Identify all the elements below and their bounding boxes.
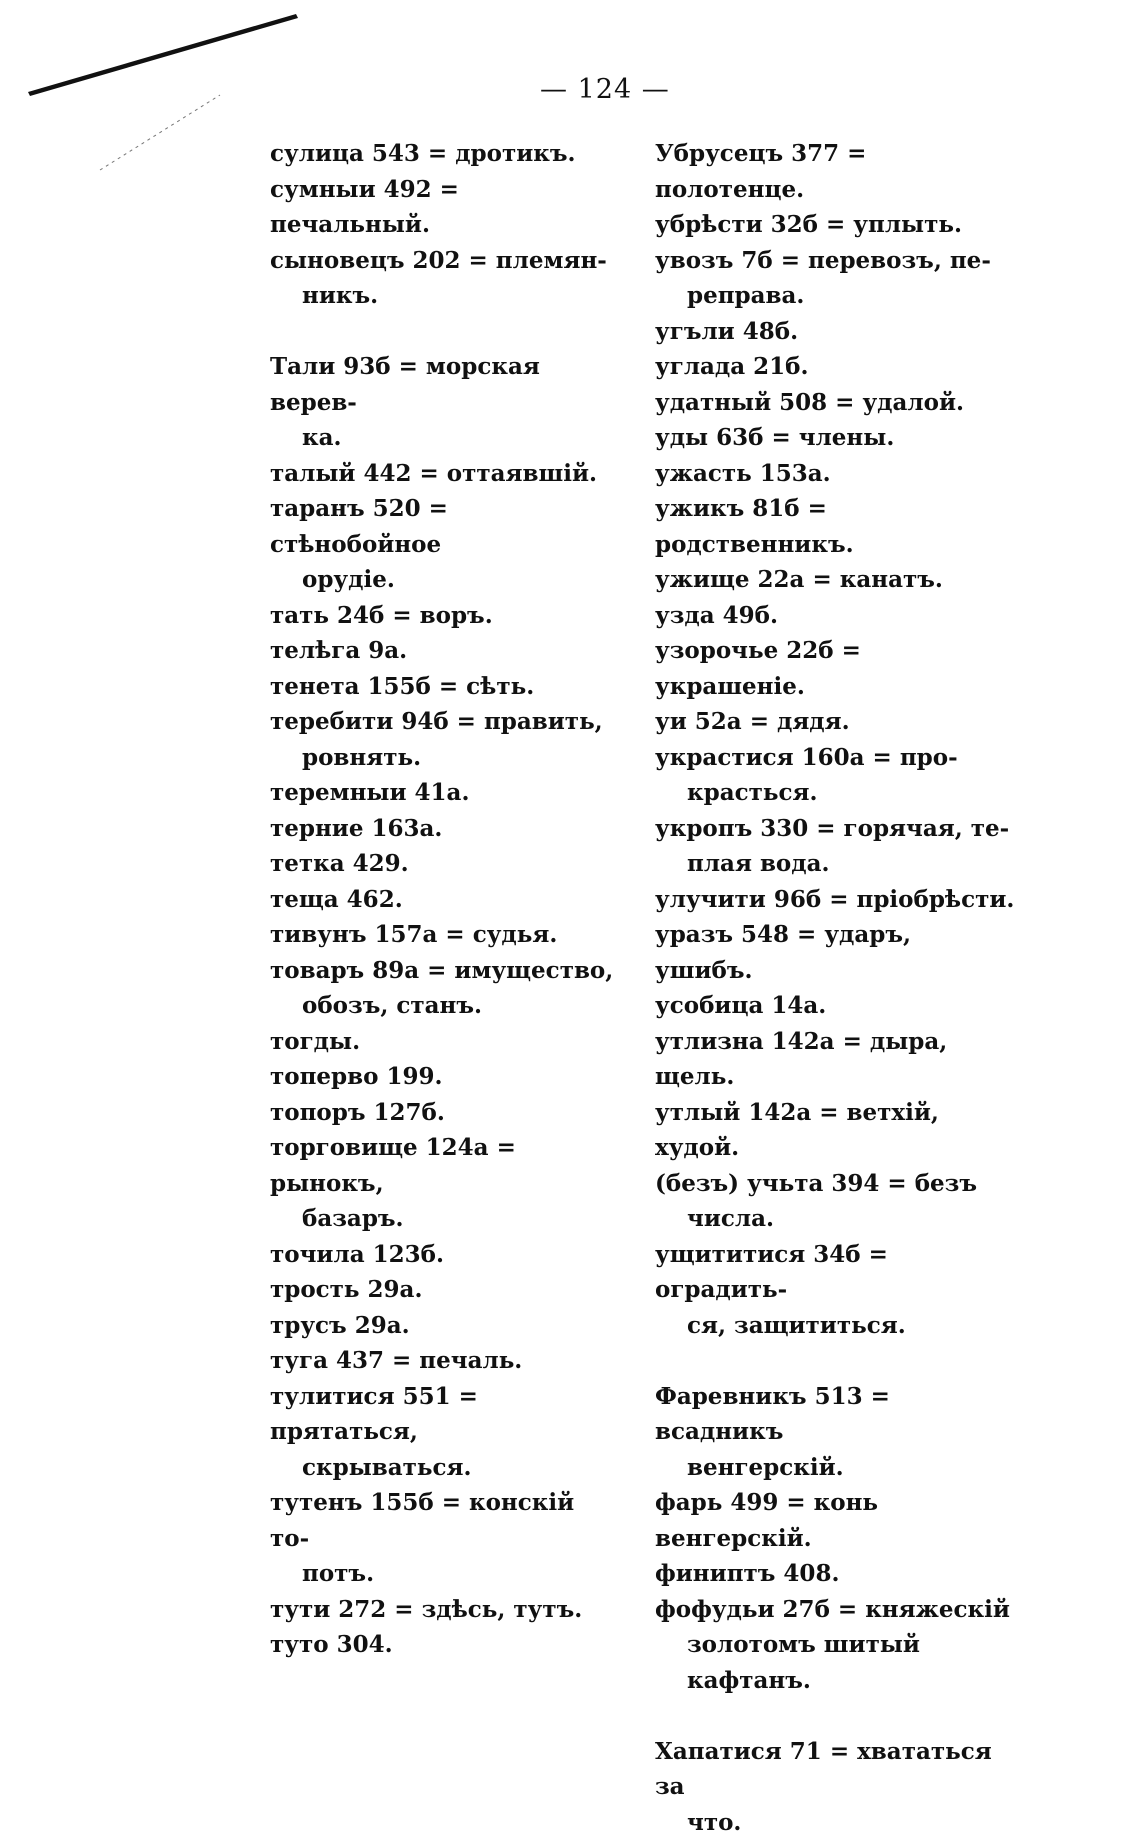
entry-line: фарь 499 = конь венгерскій. — [655, 1489, 878, 1552]
entry-line: фофудьи 27б = княжескій — [655, 1596, 1010, 1623]
glossary-entry — [270, 1272, 620, 1308]
glossary-entry — [270, 633, 620, 669]
entry-line: узорочье 22б = украшеніе. — [655, 637, 861, 700]
page-number: — 124 — — [540, 74, 780, 105]
glossary-entry — [655, 1485, 1015, 1556]
glossary-entry — [655, 704, 1015, 740]
entry-line: тенета 155б = сѣть. — [270, 673, 534, 700]
glossary-entry — [270, 775, 620, 811]
glossary-entry — [655, 314, 1015, 350]
entry-line: тетка 429. — [270, 850, 409, 877]
glossary-entry — [270, 846, 620, 882]
glossary-entry — [270, 1485, 620, 1592]
glossary-entry — [655, 1734, 1015, 1840]
entry-line: теребити 94б = править, — [270, 708, 603, 735]
entry-line: теремныи 41а. — [270, 779, 469, 806]
entry-line: утлый 142а = ветхій, худой. — [655, 1099, 939, 1162]
left-column — [270, 136, 620, 1663]
entry-line: Фаревникъ 513 = всадникъ — [655, 1383, 890, 1446]
entry-continuation: ся, защититься. — [655, 1308, 1015, 1344]
entry-line: финиптъ 408. — [655, 1560, 839, 1587]
glossary-entry — [270, 811, 620, 847]
glossary-entry — [655, 988, 1015, 1024]
entry-continuation: никъ. — [270, 278, 620, 314]
glossary-entry — [270, 1237, 620, 1273]
entry-continuation: орудіе. — [270, 562, 620, 598]
glossary-entry — [270, 491, 620, 598]
glossary-entry — [655, 1379, 1015, 1486]
entry-continuation: венгерскій. — [655, 1450, 1015, 1486]
entry-line: (безъ) учьта 394 = безъ — [655, 1170, 977, 1197]
entry-line: углада 21б. — [655, 353, 809, 380]
entry-continuation: числа. — [655, 1201, 1015, 1237]
glossary-entry — [270, 1095, 620, 1131]
glossary-entry — [655, 1237, 1015, 1344]
glossary-entry — [270, 704, 620, 775]
entry-line: теща 462. — [270, 886, 403, 913]
glossary-entry — [655, 243, 1015, 314]
entry-line: телѣга 9а. — [270, 637, 407, 664]
glossary-entry — [270, 1379, 620, 1486]
entry-line: тулитися 551 = прятаться, — [270, 1383, 478, 1446]
entry-continuation: красться. — [655, 775, 1015, 811]
entry-line: тути 272 = здѣсь, тутъ. — [270, 1596, 582, 1623]
glossary-entry — [270, 1130, 620, 1237]
entry-line: Убрусецъ 377 = полотенце. — [655, 140, 866, 203]
entry-line: топоръ 127б. — [270, 1099, 445, 1126]
glossary-entry — [270, 953, 620, 1024]
entry-line: сулица 543 = дротикъ. — [270, 140, 576, 167]
entry-line: ущититися 34б = оградить- — [655, 1241, 888, 1304]
entry-line: туто 304. — [270, 1631, 393, 1658]
glossary-entry — [655, 562, 1015, 598]
entry-line: уи 52а = дядя. — [655, 708, 850, 735]
entry-line: узда 49б. — [655, 602, 778, 629]
entry-continuation: скрываться. — [270, 1450, 620, 1486]
entry-line: удатный 508 = удалой. — [655, 389, 964, 416]
entry-line: улучити 96б = пріобрѣсти. — [655, 886, 1014, 913]
glossary-entry — [270, 1592, 620, 1628]
entry-continuation: потъ. — [270, 1556, 620, 1592]
entry-line: трусъ 29а. — [270, 1312, 410, 1339]
glossary-entry — [655, 207, 1015, 243]
entry-continuation: базаръ. — [270, 1201, 620, 1237]
entry-line: тогды. — [270, 1028, 360, 1055]
glossary-entry — [270, 1059, 620, 1095]
entry-line: усобица 14а. — [655, 992, 826, 1019]
glossary-entry — [655, 811, 1015, 882]
entry-line: сумныи 492 = печальный. — [270, 176, 459, 239]
entry-line: ужище 22а = канатъ. — [655, 566, 943, 593]
entry-line: топерво 199. — [270, 1063, 443, 1090]
entry-line: таранъ 520 = стѣнобойное — [270, 495, 448, 558]
entry-continuation: реправа. — [655, 278, 1015, 314]
entry-line: укропъ 330 = горячая, те- — [655, 815, 1009, 842]
glossary-entry — [655, 1095, 1015, 1166]
entry-continuation: золотомъ шитый кафтанъ. — [655, 1627, 1015, 1698]
entry-continuation: ка. — [270, 420, 620, 456]
entry-line: Тали 93б = морская верев- — [270, 353, 540, 416]
entry-line: тать 24б = воръ. — [270, 602, 493, 629]
glossary-entry — [270, 669, 620, 705]
glossary-entry — [655, 1556, 1015, 1592]
glossary-entry — [655, 882, 1015, 918]
entry-line: угъли 48б. — [655, 318, 798, 345]
entry-line: уразъ 548 = ударъ, ушибъ. — [655, 921, 911, 984]
entry-line: терние 163а. — [270, 815, 442, 842]
glossary-entry — [655, 349, 1015, 385]
entry-continuation: плая вода. — [655, 846, 1015, 882]
entry-line: тутенъ 155б = конскій то- — [270, 1489, 574, 1552]
glossary-entry — [655, 420, 1015, 456]
glossary-entry — [270, 243, 620, 314]
glossary-entry — [270, 598, 620, 634]
entry-continuation: что. — [655, 1805, 1015, 1840]
entry-line: убрѣсти 32б = уплыть. — [655, 211, 962, 238]
entry-line: тивунъ 157а = судья. — [270, 921, 557, 948]
glossary-entry — [270, 1627, 620, 1663]
entry-line: талый 442 = оттаявшій. — [270, 460, 597, 487]
section-gap — [270, 314, 620, 350]
glossary-entry — [655, 598, 1015, 634]
glossary-entry — [270, 172, 620, 243]
glossary-entry — [270, 1343, 620, 1379]
glossary-entry — [655, 491, 1015, 562]
glossary-entry — [270, 1024, 620, 1060]
glossary-entry — [655, 633, 1015, 704]
entry-line: товаръ 89а = имущество, — [270, 957, 613, 984]
entry-line: утлизна 142а = дыра, щель. — [655, 1028, 947, 1091]
glossary-entry — [655, 385, 1015, 421]
glossary-entry — [655, 740, 1015, 811]
entry-continuation: ровнять. — [270, 740, 620, 776]
glossary-entry — [270, 882, 620, 918]
entry-line: увозъ 7б = перевозъ, пе- — [655, 247, 991, 274]
entry-line: сыновецъ 202 = племян- — [270, 247, 607, 274]
entry-line: ужасть 153а. — [655, 460, 831, 487]
right-column — [655, 136, 1015, 1840]
glossary-entry — [655, 1024, 1015, 1095]
entry-line: уды 63б = члены. — [655, 424, 894, 451]
entry-line: ужикъ 81б = родственникъ. — [655, 495, 854, 558]
glossary-entry — [655, 1166, 1015, 1237]
entry-line: трость 29а. — [270, 1276, 422, 1303]
entry-line: точила 123б. — [270, 1241, 444, 1268]
section-gap — [655, 1343, 1015, 1379]
entry-continuation: обозъ, станъ. — [270, 988, 620, 1024]
glossary-entry — [270, 456, 620, 492]
glossary-entry — [655, 1592, 1015, 1699]
entry-line: торговище 124а = рынокъ, — [270, 1134, 516, 1197]
glossary-entry — [270, 1308, 620, 1344]
glossary-entry — [270, 917, 620, 953]
glossary-entry — [270, 349, 620, 456]
glossary-entry — [270, 136, 620, 172]
glossary-entry — [655, 136, 1015, 207]
section-gap — [655, 1698, 1015, 1734]
entry-line: украстися 160а = про- — [655, 744, 958, 771]
glossary-entry — [655, 456, 1015, 492]
entry-line: туга 437 = печаль. — [270, 1347, 522, 1374]
entry-line: Хапатися 71 = хвататься за — [655, 1738, 992, 1801]
glossary-entry — [655, 917, 1015, 988]
